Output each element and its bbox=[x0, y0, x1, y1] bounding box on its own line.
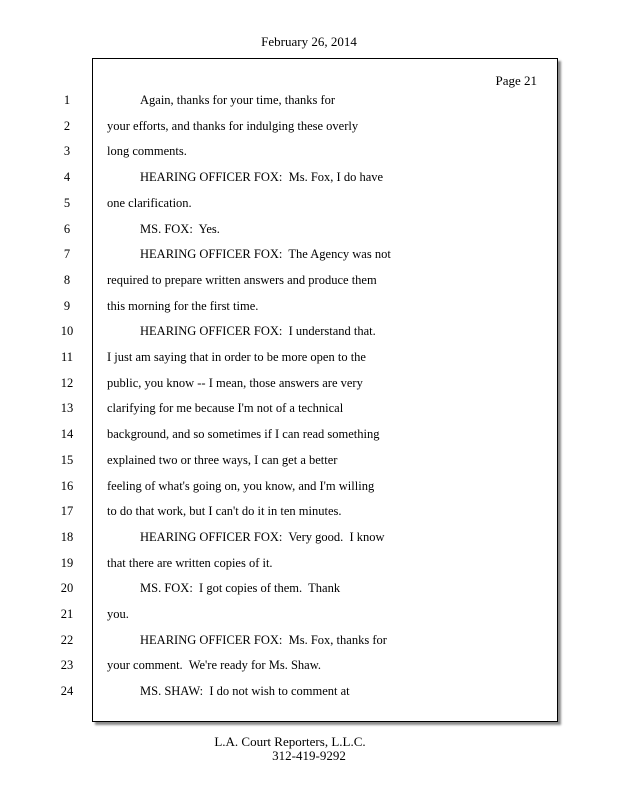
footer-company: L.A. Court Reporters, L.L.C. bbox=[214, 734, 366, 749]
transcript-line: HEARING OFFICER FOX: Ms. Fox, I do have bbox=[140, 170, 384, 185]
line-number: 19 bbox=[60, 555, 74, 570]
line-number: 7 bbox=[63, 247, 71, 262]
transcript-line: feeling of what's going on, you know, and I'm willing bbox=[107, 478, 375, 493]
line-number: 15 bbox=[60, 452, 74, 467]
transcript-line: to do that work, but I can't do it in ten minutes. bbox=[107, 504, 342, 519]
transcript-line: your efforts, and thanks for indulging these overly bbox=[107, 118, 359, 133]
transcript-line: Again, thanks for your time, thanks for bbox=[140, 93, 336, 107]
transcript-line: you. bbox=[107, 607, 129, 621]
transcript-line: one clarification. bbox=[107, 195, 192, 210]
transcript-line: MS. FOX: Yes. bbox=[140, 221, 220, 236]
line-number: 1 bbox=[63, 93, 71, 107]
transcript-line: required to prepare written answers and produce them bbox=[107, 272, 377, 287]
line-number: 5 bbox=[63, 195, 71, 210]
line-number: 20 bbox=[60, 581, 74, 596]
line-number: 22 bbox=[60, 632, 74, 647]
transcript-line: HEARING OFFICER FOX: I understand that. bbox=[140, 324, 376, 339]
line-number: 21 bbox=[60, 607, 74, 621]
line-number: 10 bbox=[60, 324, 74, 339]
line-number: 13 bbox=[60, 401, 74, 416]
line-number: 12 bbox=[60, 375, 74, 390]
line-number: 18 bbox=[60, 529, 74, 544]
transcript-line: HEARING OFFICER FOX: The Agency was not bbox=[140, 247, 391, 262]
line-number: 14 bbox=[60, 427, 74, 442]
line-number: 8 bbox=[63, 272, 71, 287]
transcript-line: your comment. We're ready for Ms. Shaw. bbox=[107, 658, 322, 673]
transcript-line: this morning for the first time. bbox=[107, 298, 259, 313]
transcript-line: HEARING OFFICER FOX: Very good. I know bbox=[140, 529, 385, 544]
line-number: 3 bbox=[63, 144, 71, 159]
transcript-line: I just am saying that in order to be more open to the bbox=[107, 350, 366, 364]
line-number: 16 bbox=[60, 478, 74, 493]
line-number: 11 bbox=[60, 350, 74, 364]
transcript-line: explained two or three ways, I can get a better bbox=[107, 452, 338, 467]
transcript-line: clarifying for me because I'm not of a technical bbox=[107, 401, 344, 416]
page-number-label: Page 21 bbox=[495, 73, 537, 88]
transcript-line: that there are written copies of it. bbox=[107, 555, 273, 570]
transcript-line: MS. SHAW: I do not wish to comment at bbox=[140, 684, 350, 699]
line-number: 23 bbox=[60, 658, 74, 673]
line-number: 6 bbox=[63, 221, 71, 236]
line-number: 2 bbox=[63, 118, 71, 133]
transcript-line: HEARING OFFICER FOX: Ms. Fox, thanks for bbox=[140, 632, 387, 647]
line-number: 24 bbox=[60, 684, 74, 699]
line-number: 4 bbox=[63, 170, 71, 185]
transcript-line: long comments. bbox=[107, 144, 187, 159]
line-number: 9 bbox=[63, 298, 71, 313]
transcript-line: MS. FOX: I got copies of them. Thank bbox=[140, 581, 341, 596]
transcript-line: public, you know -- I mean, those answers are very bbox=[107, 375, 363, 390]
header-date: February 26, 2014 bbox=[261, 34, 357, 49]
footer-phone: 312-419-9292 bbox=[272, 748, 346, 763]
transcript-line: background, and so sometimes if I can read something bbox=[107, 427, 380, 442]
line-number: 17 bbox=[60, 504, 74, 519]
